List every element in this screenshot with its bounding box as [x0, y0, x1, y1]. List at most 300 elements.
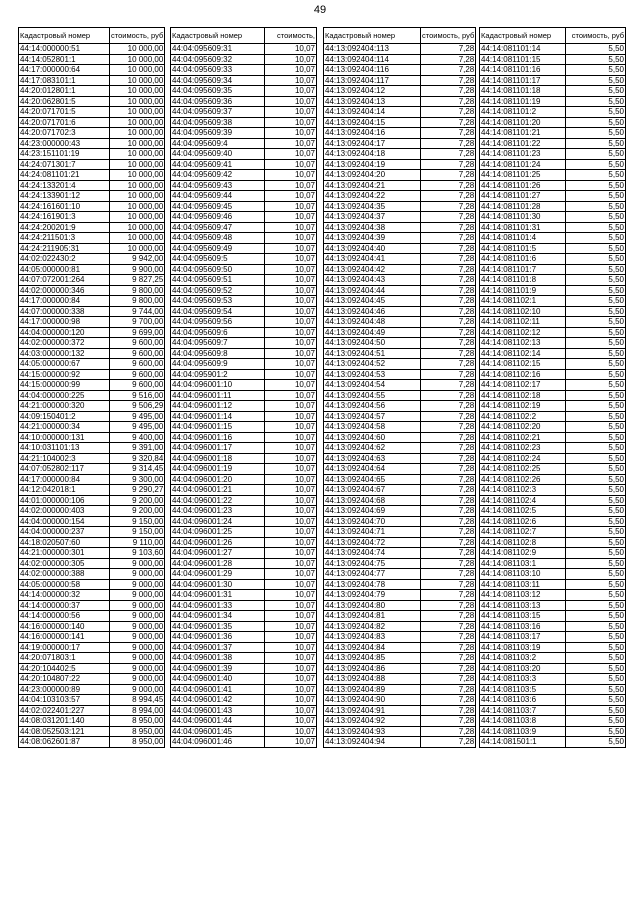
table-row — [324, 327, 476, 338]
cost-cell: 7,28 — [421, 443, 476, 454]
cost-cell: 10 000,00 — [110, 54, 165, 65]
cadastral-number-cell: 44:13:092404:92 — [324, 716, 421, 727]
cost-cell: 10,07 — [265, 275, 317, 286]
table-row — [19, 212, 165, 223]
table-row — [19, 653, 165, 664]
cadastral-number-cell: 44:14:000000:32 — [19, 590, 110, 601]
cost-cell: 9 600,00 — [110, 369, 165, 380]
table-row — [171, 537, 317, 548]
cadastral-number-cell: 44:02:000000:388 — [19, 569, 110, 580]
cadastral-number-cell: 44:13:092404:77 — [324, 569, 421, 580]
table-row — [480, 600, 626, 611]
table-row — [324, 632, 476, 643]
cadastral-number-cell: 44:14:081101:14 — [480, 44, 566, 55]
cadastral-number-cell: 44:01:000000:106 — [19, 495, 110, 506]
table-row — [324, 464, 476, 475]
cost-cell: 9 800,00 — [110, 285, 165, 296]
table-row — [19, 317, 165, 328]
cost-cell: 5,50 — [566, 537, 626, 548]
cadastral-number-cell: 44:04:000000:120 — [19, 327, 110, 338]
cost-cell: 5,50 — [566, 579, 626, 590]
table-row — [171, 306, 317, 317]
table-row — [480, 695, 626, 706]
cost-cell: 10,07 — [265, 390, 317, 401]
cost-cell: 10,07 — [265, 369, 317, 380]
cost-cell: 8 950,00 — [110, 716, 165, 727]
cadastral-number-cell: 44:04:096001:26 — [171, 537, 265, 548]
cost-cell: 10,07 — [265, 75, 317, 86]
table-row — [324, 726, 476, 737]
table-row — [19, 369, 165, 380]
cost-cell: 7,28 — [421, 621, 476, 632]
table-row — [480, 485, 626, 496]
cadastral-number-cell: 44:20:104807:22 — [19, 674, 110, 685]
cadastral-number-cell: 44:13:092404:51 — [324, 348, 421, 359]
table-row — [19, 411, 165, 422]
cadastral-number-cell: 44:04:096001:29 — [171, 569, 265, 580]
table-row — [19, 233, 165, 244]
cost-cell: 10,07 — [265, 506, 317, 517]
cadastral-number-cell: 44:04:096001:10 — [171, 380, 265, 391]
cadastral-number-cell: 44:13:092404:70 — [324, 516, 421, 527]
cadastral-number-cell: 44:13:092404:12 — [324, 86, 421, 97]
cadastral-number-cell: 44:13:092404:63 — [324, 453, 421, 464]
cost-cell: 7,28 — [421, 506, 476, 517]
cost-cell: 10,07 — [265, 516, 317, 527]
cadastral-number-cell: 44:13:092404:69 — [324, 506, 421, 517]
table-row — [480, 716, 626, 727]
table-row — [19, 327, 165, 338]
cadastral-number-cell: 44:13:092404:58 — [324, 422, 421, 433]
cadastral-number-cell: 44:13:092404:21 — [324, 180, 421, 191]
cadastral-number-cell: 44:14:081103:1 — [480, 558, 566, 569]
table-row — [480, 54, 626, 65]
cadastral-number-cell: 44:13:092404:89 — [324, 684, 421, 695]
cost-cell: 10,07 — [265, 233, 317, 244]
cost-cell: 5,50 — [566, 611, 626, 622]
cadastral-number-cell: 44:04:096001:18 — [171, 453, 265, 464]
cadastral-number-cell: 44:13:092404:85 — [324, 653, 421, 664]
cadastral-number-cell: 44:04:095609:8 — [171, 348, 265, 359]
cost-cell: 7,28 — [421, 611, 476, 622]
table-row — [480, 726, 626, 737]
cost-cell: 10,07 — [265, 443, 317, 454]
cadastral-number-cell: 44:14:081102:26 — [480, 474, 566, 485]
table-row — [324, 75, 476, 86]
cadastral-number-cell: 44:04:096001:27 — [171, 548, 265, 559]
table-row — [171, 443, 317, 454]
table-row — [324, 642, 476, 653]
table-row — [480, 107, 626, 118]
cadastral-number-cell: 44:24:133201:4 — [19, 180, 110, 191]
table-row — [480, 516, 626, 527]
cadastral-number-cell: 44:08:031201:140 — [19, 716, 110, 727]
cadastral-number-cell: 44:04:095609:38 — [171, 117, 265, 128]
cadastral-number-cell: 44:13:092404:67 — [324, 485, 421, 496]
table-row — [171, 705, 317, 716]
table-row — [324, 516, 476, 527]
cost-cell: 5,50 — [566, 527, 626, 538]
cost-cell: 10,07 — [265, 621, 317, 632]
table-row — [19, 548, 165, 559]
table-row — [480, 170, 626, 181]
cost-cell: 10,07 — [265, 264, 317, 275]
cost-cell: 5,50 — [566, 96, 626, 107]
cost-cell: 7,28 — [421, 716, 476, 727]
table-row — [324, 485, 476, 496]
table-row — [171, 107, 317, 118]
cost-cell: 7,28 — [421, 296, 476, 307]
cost-cell: 10,07 — [265, 149, 317, 160]
cadastral-number-cell: 44:13:092404:35 — [324, 201, 421, 212]
table-row — [171, 453, 317, 464]
cadastral-number-cell: 44:04:095609:50 — [171, 264, 265, 275]
cadastral-number-cell: 44:04:095609:42 — [171, 170, 265, 181]
cadastral-number-cell: 44:04:096001:23 — [171, 506, 265, 517]
cadastral-number-cell: 44:14:081102:21 — [480, 432, 566, 443]
table-row — [324, 716, 476, 727]
table-row — [19, 306, 165, 317]
cost-cell: 5,50 — [566, 642, 626, 653]
table-row — [171, 401, 317, 412]
cost-cell: 9 320,84 — [110, 453, 165, 464]
cost-cell: 7,28 — [421, 422, 476, 433]
cost-cell: 5,50 — [566, 233, 626, 244]
table-row — [171, 716, 317, 727]
cadastral-number-cell: 44:14:081102:17 — [480, 380, 566, 391]
cost-cell: 5,50 — [566, 75, 626, 86]
table-row — [19, 453, 165, 464]
cost-cell: 10,07 — [265, 159, 317, 170]
cost-cell: 5,50 — [566, 380, 626, 391]
table-row — [324, 149, 476, 160]
table-row — [324, 684, 476, 695]
cadastral-number-cell: 44:13:092404:38 — [324, 222, 421, 233]
cadastral-number-cell: 44:15:000000:92 — [19, 369, 110, 380]
cadastral-number-cell: 44:17:000000:64 — [19, 65, 110, 76]
cadastral-number-cell: 44:04:096001:28 — [171, 558, 265, 569]
cadastral-number-cell: 44:04:096001:41 — [171, 684, 265, 695]
cadastral-number-cell: 44:13:092404:13 — [324, 96, 421, 107]
cost-cell: 7,28 — [421, 359, 476, 370]
table-row — [480, 642, 626, 653]
table-row — [324, 338, 476, 349]
cadastral-number-cell: 44:15:000000:99 — [19, 380, 110, 391]
table-row — [480, 96, 626, 107]
cadastral-number-cell: 44:12:042018:1 — [19, 485, 110, 496]
table-row — [19, 138, 165, 149]
table-row — [19, 117, 165, 128]
cost-cell: 7,28 — [421, 149, 476, 160]
table-row — [19, 569, 165, 580]
cost-cell: 10 000,00 — [110, 86, 165, 97]
table-row — [171, 695, 317, 706]
table-row — [324, 254, 476, 265]
cadastral-number-cell: 44:14:081101:7 — [480, 264, 566, 275]
cadastral-number-cell: 44:04:095609:35 — [171, 86, 265, 97]
table-row — [324, 380, 476, 391]
cadastral-number-cell: 44:20:071701:6 — [19, 117, 110, 128]
cadastral-number-cell: 44:04:095609:36 — [171, 96, 265, 107]
cadastral-number-cell: 44:13:092404:41 — [324, 254, 421, 265]
cadastral-number-cell: 44:14:081102:20 — [480, 422, 566, 433]
table-row — [19, 285, 165, 296]
cadastral-number-cell: 44:13:092404:15 — [324, 117, 421, 128]
cost-cell: 5,50 — [566, 65, 626, 76]
cost-cell: 10,07 — [265, 474, 317, 485]
table-row — [480, 222, 626, 233]
cost-cell: 5,50 — [566, 317, 626, 328]
cost-cell: 5,50 — [566, 348, 626, 359]
cost-cell: 5,50 — [566, 705, 626, 716]
cadastral-number-cell: 44:04:095609:54 — [171, 306, 265, 317]
table-row — [324, 453, 476, 464]
cost-cell: 5,50 — [566, 180, 626, 191]
cadastral-number-cell: 44:14:081101:27 — [480, 191, 566, 202]
table-row — [171, 464, 317, 475]
cost-cell: 10,07 — [265, 464, 317, 475]
cadastral-number-cell: 44:13:092404:14 — [324, 107, 421, 118]
table-row — [171, 149, 317, 160]
cost-cell: 9 000,00 — [110, 621, 165, 632]
cadastral-number-cell: 44:24:161601:10 — [19, 201, 110, 212]
cadastral-number-cell: 44:04:095609:47 — [171, 222, 265, 233]
table-row — [171, 65, 317, 76]
table-row — [324, 695, 476, 706]
cadastral-number-cell: 44:08:052503:121 — [19, 726, 110, 737]
cadastral-number-cell: 44:14:081102:14 — [480, 348, 566, 359]
cadastral-number-cell: 44:14:081103:6 — [480, 695, 566, 706]
cost-cell: 9 314,45 — [110, 464, 165, 475]
table-row — [480, 737, 626, 748]
cost-cell: 10,07 — [265, 537, 317, 548]
cadastral-number-cell: 44:04:095609:37 — [171, 107, 265, 118]
table-row — [324, 506, 476, 517]
table-row — [19, 275, 165, 286]
table-row — [19, 191, 165, 202]
cadastral-number-cell: 44:04:096001:12 — [171, 401, 265, 412]
cost-cell: 7,28 — [421, 453, 476, 464]
cadastral-number-cell: 44:13:092404:45 — [324, 296, 421, 307]
cost-cell: 5,50 — [566, 54, 626, 65]
cadastral-number-cell: 44:14:081103:20 — [480, 663, 566, 674]
cadastral-number-cell: 44:19:000000:17 — [19, 642, 110, 653]
cadastral-number-cell: 44:04:096001:36 — [171, 632, 265, 643]
cost-cell: 7,28 — [421, 170, 476, 181]
table-row — [171, 411, 317, 422]
cadastral-number-cell: 44:13:092404:71 — [324, 527, 421, 538]
cadastral-number-cell: 44:04:096001:20 — [171, 474, 265, 485]
cost-cell: 5,50 — [566, 464, 626, 475]
cadastral-number-cell: 44:04:095609:4 — [171, 138, 265, 149]
table-row — [324, 590, 476, 601]
cadastral-number-cell: 44:20:104402:5 — [19, 663, 110, 674]
table-row — [324, 611, 476, 622]
cadastral-number-cell: 44:04:096001:38 — [171, 653, 265, 664]
table-row — [19, 96, 165, 107]
table-row — [480, 590, 626, 601]
table-row — [324, 107, 476, 118]
table-row — [480, 348, 626, 359]
cadastral-number-cell: 44:09:150401:2 — [19, 411, 110, 422]
table-row — [324, 537, 476, 548]
table-row — [19, 264, 165, 275]
table-row — [171, 579, 317, 590]
cadastral-number-cell: 44:13:092404:50 — [324, 338, 421, 349]
cost-cell: 7,28 — [421, 558, 476, 569]
table-row — [171, 191, 317, 202]
cadastral-number-cell: 44:14:000000:37 — [19, 600, 110, 611]
table-row — [324, 264, 476, 275]
cadastral-number-cell: 44:13:092404:68 — [324, 495, 421, 506]
cadastral-number-cell: 44:04:095609:51 — [171, 275, 265, 286]
table-row — [19, 348, 165, 359]
cost-cell: 10,07 — [265, 411, 317, 422]
table-row — [480, 495, 626, 506]
cost-cell: 9 110,00 — [110, 537, 165, 548]
table-row — [19, 159, 165, 170]
table-row — [480, 264, 626, 275]
table-row — [480, 254, 626, 265]
cost-cell: 10,07 — [265, 422, 317, 433]
table-row — [171, 128, 317, 139]
cost-cell: 10,07 — [265, 338, 317, 349]
cost-cell: 9 300,00 — [110, 474, 165, 485]
cost-cell: 9 290,27 — [110, 485, 165, 496]
table-row — [171, 254, 317, 265]
table-row — [324, 705, 476, 716]
table-row — [19, 180, 165, 191]
cost-cell: 5,50 — [566, 117, 626, 128]
cost-cell: 5,50 — [566, 422, 626, 433]
cadastral-number-cell: 44:07:000000:338 — [19, 306, 110, 317]
table-row — [171, 86, 317, 97]
cadastral-number-cell: 44:04:096001:34 — [171, 611, 265, 622]
cost-cell: 10,07 — [265, 548, 317, 559]
cost-cell: 7,28 — [421, 737, 476, 748]
cadastral-number-cell: 44:24:211501:3 — [19, 233, 110, 244]
cadastral-number-cell: 44:13:092404:54 — [324, 380, 421, 391]
table-row — [171, 632, 317, 643]
cost-cell: 7,28 — [421, 348, 476, 359]
cadastral-number-cell: 44:04:095609:6 — [171, 327, 265, 338]
cost-cell: 7,28 — [421, 159, 476, 170]
cadastral-number-cell: 44:04:095609:52 — [171, 285, 265, 296]
cost-cell: 5,50 — [566, 128, 626, 139]
table-row — [19, 380, 165, 391]
cadastral-number-cell: 44:05:000000:58 — [19, 579, 110, 590]
table-row — [19, 506, 165, 517]
table-row — [171, 285, 317, 296]
table-row — [19, 558, 165, 569]
cadastral-number-cell: 44:14:081102:7 — [480, 527, 566, 538]
cost-cell: 10,07 — [265, 243, 317, 254]
cost-cell: 5,50 — [566, 338, 626, 349]
table-row — [324, 369, 476, 380]
cadastral-number-cell: 44:13:092404:40 — [324, 243, 421, 254]
cost-cell: 9 506,29 — [110, 401, 165, 412]
cost-cell: 7,28 — [421, 306, 476, 317]
cost-cell: 10,07 — [265, 222, 317, 233]
cost-cell: 10,07 — [265, 285, 317, 296]
cost-cell: 10 000,00 — [110, 159, 165, 170]
cost-cell: 7,28 — [421, 264, 476, 275]
cost-cell: 10,07 — [265, 65, 317, 76]
cost-cell: 9 000,00 — [110, 590, 165, 601]
table-header-row — [480, 28, 626, 44]
table-row — [171, 590, 317, 601]
cadastral-number-cell: 44:13:092404:55 — [324, 390, 421, 401]
header-cadastral-number: Кадастровый номер — [19, 28, 110, 44]
table-row — [171, 233, 317, 244]
cadastral-number-cell: 44:14:081101:6 — [480, 254, 566, 265]
table-row — [171, 222, 317, 233]
table-row — [324, 285, 476, 296]
cost-cell: 5,50 — [566, 453, 626, 464]
cost-cell: 9 900,00 — [110, 264, 165, 275]
cadastral-number-cell: 44:14:081103:7 — [480, 705, 566, 716]
header-cadastral-number: Кадастровый номер — [324, 28, 421, 44]
cost-cell: 10,07 — [265, 737, 317, 748]
cost-cell: 5,50 — [566, 44, 626, 55]
cadastral-number-cell: 44:13:092404:52 — [324, 359, 421, 370]
cost-cell: 5,50 — [566, 359, 626, 370]
cost-cell: 7,28 — [421, 474, 476, 485]
cadastral-number-cell: 44:13:092404:60 — [324, 432, 421, 443]
table-row — [480, 359, 626, 370]
table-row — [171, 317, 317, 328]
cost-cell: 10,07 — [265, 600, 317, 611]
cadastral-number-cell: 44:13:092404:22 — [324, 191, 421, 202]
cost-cell: 10,07 — [265, 401, 317, 412]
table-row — [19, 642, 165, 653]
cadastral-number-cell: 44:13:092404:79 — [324, 590, 421, 601]
cost-cell: 9 744,00 — [110, 306, 165, 317]
table-row — [324, 44, 476, 55]
cost-cell: 10,07 — [265, 44, 317, 55]
table-row — [171, 348, 317, 359]
cost-cell: 10,07 — [265, 579, 317, 590]
cost-cell: 7,28 — [421, 275, 476, 286]
cost-cell: 5,50 — [566, 212, 626, 223]
cost-cell: 10,07 — [265, 327, 317, 338]
table-row — [324, 737, 476, 748]
cadastral-number-cell: 44:14:081102:3 — [480, 485, 566, 496]
table-row — [480, 632, 626, 643]
cadastral-number-cell: 44:14:081102:18 — [480, 390, 566, 401]
cadastral-number-cell: 44:14:081102:9 — [480, 548, 566, 559]
cadastral-number-cell: 44:04:095609:39 — [171, 128, 265, 139]
cadastral-number-cell: 44:14:081103:9 — [480, 726, 566, 737]
cost-cell: 7,28 — [421, 254, 476, 265]
cost-cell: 5,50 — [566, 516, 626, 527]
table-row — [171, 159, 317, 170]
cadastral-number-cell: 44:24:211905:31 — [19, 243, 110, 254]
cadastral-number-cell: 44:14:081103:11 — [480, 579, 566, 590]
cost-cell: 5,50 — [566, 369, 626, 380]
header-cost: стоимость, руб — [566, 28, 626, 44]
table-row — [480, 275, 626, 286]
cost-cell: 7,28 — [421, 653, 476, 664]
cost-cell: 9 000,00 — [110, 579, 165, 590]
cadastral-number-cell: 44:10:000000:131 — [19, 432, 110, 443]
cadastral-number-cell: 44:02:000000:403 — [19, 506, 110, 517]
cost-cell: 5,50 — [566, 558, 626, 569]
table-row — [324, 275, 476, 286]
cadastral-number-cell: 44:14:000000:56 — [19, 611, 110, 622]
table-row — [324, 306, 476, 317]
table-row — [480, 44, 626, 55]
